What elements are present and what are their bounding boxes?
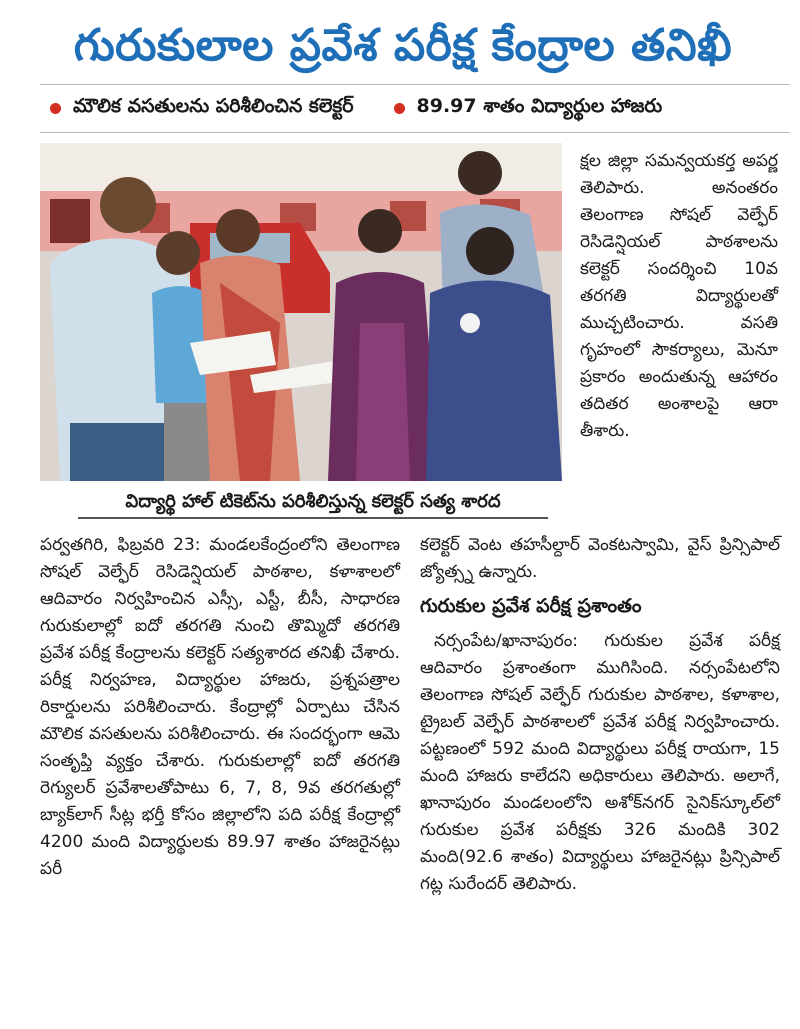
main-left-paragraph: పర్వతగిరి, ఫిబ్రవరి 23: మండలకేంద్రంలోని తెలంగాణ సోషల్ వెల్ఫేర్ రెసిడెన్షియల్ పాఠశాల, కళాశాలలో ఆదివారం నిర్వహించిన ఎస్సీ, ఎస్టీ, బీసీ, సాధారణ గురుకులాల్లో ఐదో తరగతి నుంచి తొమ్మిదో తరగతి ప్రవేశ పరీక్ష కేంద్రాలను కలెక్టర్ సత్యశారద తనిఖీ చేశారు. పరీక్ష నిర్వహణ, విద్యార్థుల హాజరు, ప్రశ్నపత్రాల రికార్డులను పరిశీలించారు. కేంద్రాల్లో ఏర్పాటు చేసిన మౌలిక వసతులను పరిశీలించారు. ఈ సందర్భంగా ఆమె సంతృప్తి వ్యక్తం చేశారు. గురుకులాల్లో ఐదో తరగతి రెగ్యులర్ ప్రవేశాలతోపాటు 6, 7, 8, 9వ తరగతుల్లో బ్యాక్‌లాగ్ సీట్ల భర్తీ కోసం జిల్లాలోని పది పరీక్ష కేంద్రాల్లో 4200 మంది విద్యార్థులకు 89.97 శాతం హాజరైనట్లు పరీ [40, 535, 400, 879]
subhead-item [394, 95, 663, 122]
subhead-item [50, 95, 354, 122]
main-left-column [40, 532, 400, 883]
subheads-row [50, 90, 790, 126]
photo-illustration [40, 143, 562, 481]
section-subheading: గురుకుల ప్రవేశ పరీక్ష ప్రశాంతం [420, 595, 642, 617]
top-divider [40, 84, 790, 85]
news-photo [40, 143, 562, 481]
side-paragraph: క్షల జిల్లా సమన్వయకర్త అపర్ణ తెలిపారు. అనంతరం తెలంగాణ సోషల్ వెల్ఫేర్ రెసిడెన్షియల్ పాఠశాలను కలెక్టర్ సందర్శించి 10వ తరగతి విద్యార్థులతో ముచ్చటించారు. వసతి గృహంలో సౌకర్యాలు, మెనూ ప్రకారం అందుతున్న ఆహారం తదితర అంశాలపై ఆరా తీశారు. [580, 151, 778, 441]
main-right-top-paragraph: కలెక్టర్ వెంట తహసీల్దార్ వెంకటస్వామి, వైస్ ప్రిన్సిపాల్ జ్యోత్స్న ఉన్నారు. [420, 535, 780, 582]
subhead-text: 89.97 శాతం విద్యార్థుల హాజరు [416, 94, 663, 117]
subhead-divider [40, 132, 790, 133]
headline: గురుకులాల ప్రవేశ పరీక్ష కేంద్రాల తనిఖీ [73, 20, 733, 71]
photo-caption: విద్యార్థి హాల్ టికెట్‌ను పరిశీలిస్తున్న కలెక్టర్ సత్య శారద [78, 487, 548, 519]
bullet-icon [394, 103, 405, 114]
main-right-body-paragraph: నర్సంపేట/ఖానాపురం: గురుకుల ప్రవేశ పరీక్ష ఆదివారం ప్రశాంతంగా ముగిసింది. నర్సంపేటలోని తెలంగాణ సోషల్ వెల్ఫేర్ గురుకుల పాఠశాల, కళాశాల, ట్రైబల్ వెల్ఫేర్ పాఠశాలలో ప్రవేశ పరీక్ష నిర్వహించారు. పట్టణంలో 592 మంది విద్యార్థులు పరీక్ష రాయగా, 15 మంది హాజరు కాలేదని అధికారులు తెలిపారు. అలాగే, ఖానాపురం మండలంలోని అశోక్‌నగర్ సైనిక్‌స్కూల్‌లో గురుకుల ప్రవేశ పరీక్షకు 326 మందికి 302 మంది(92.6 శాతం) విద్యార్థులు హాజరైనట్లు ప్రిన్సిపాల్ గట్ల సురేందర్ తెలిపారు. [420, 631, 780, 894]
main-right-column [420, 532, 780, 898]
side-column [580, 148, 778, 445]
bullet-icon [50, 103, 61, 114]
subhead-text: మౌలిక వసతులను పరిశీలించిన కలెక్టర్ [73, 94, 354, 117]
